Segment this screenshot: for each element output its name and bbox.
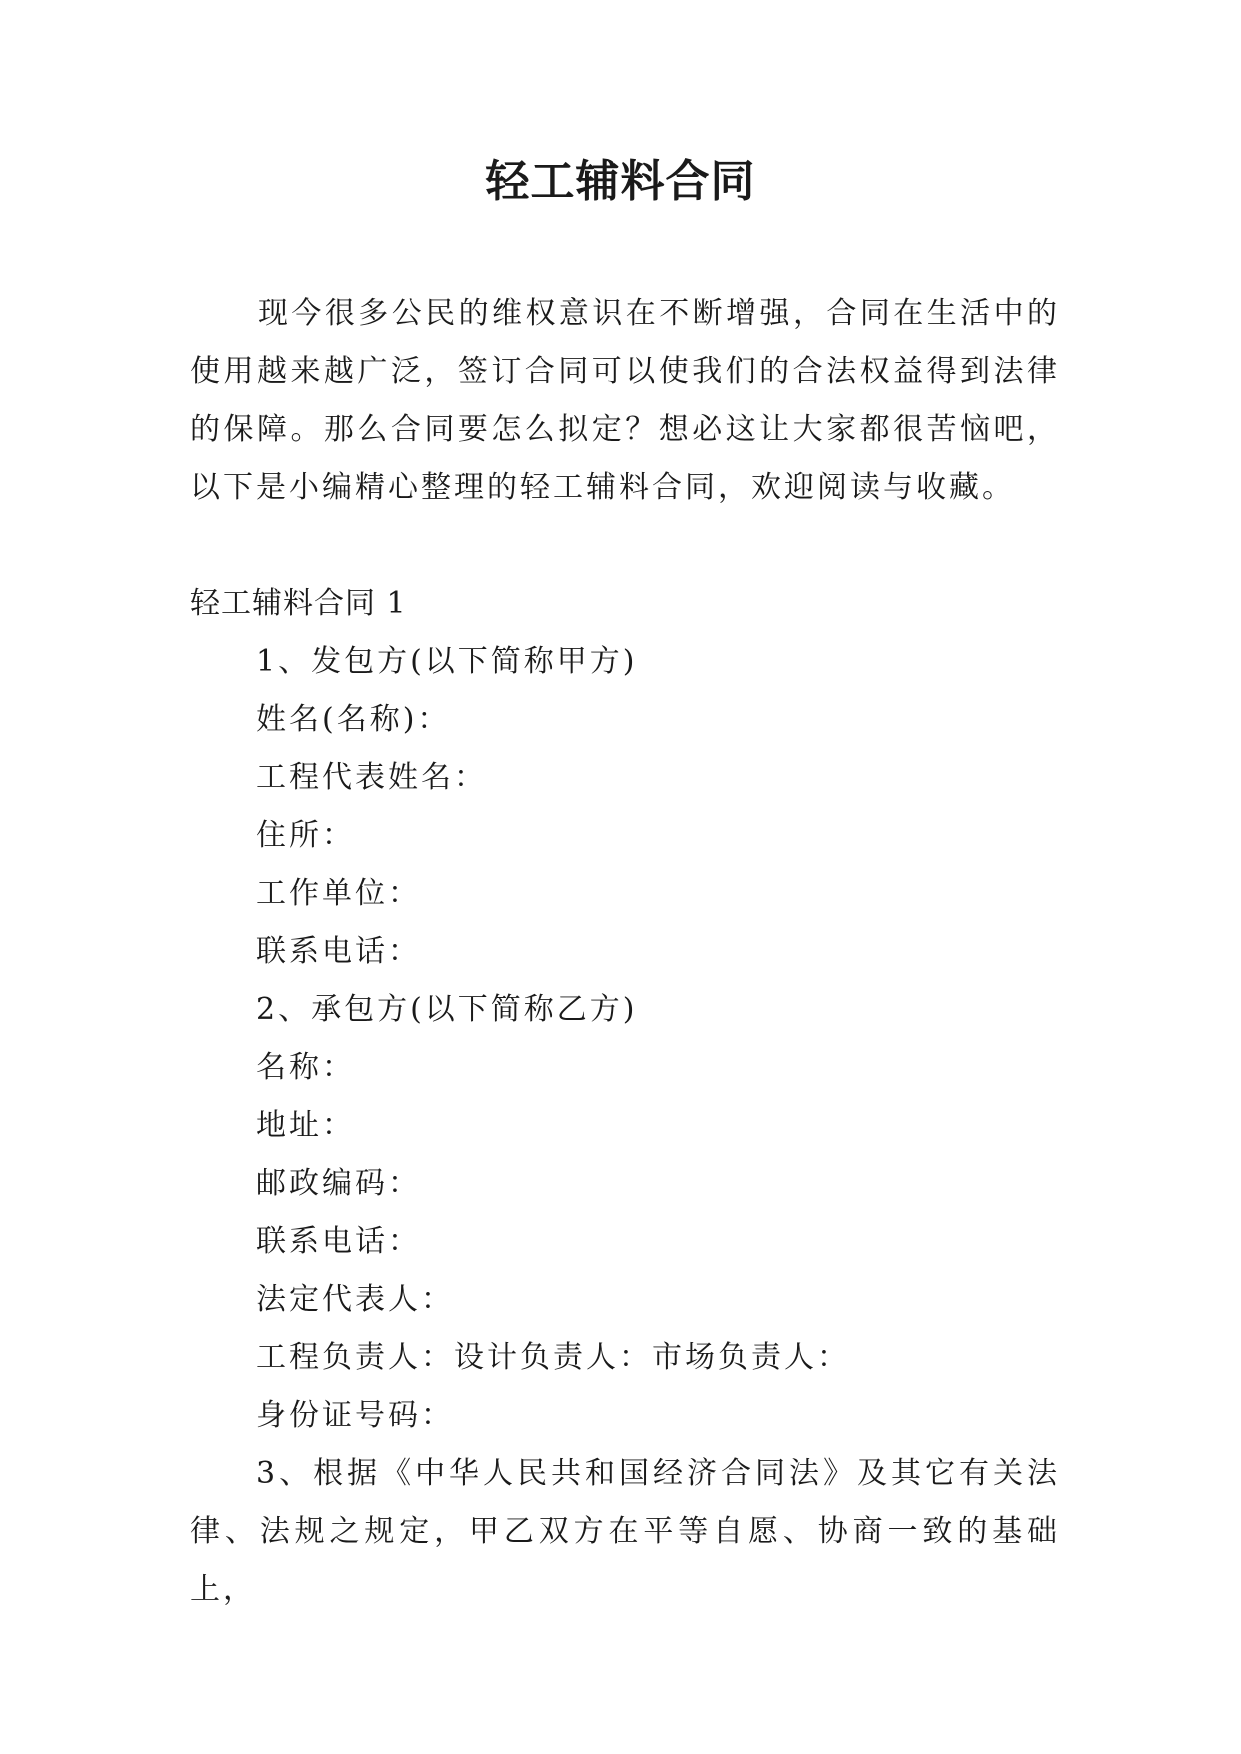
party-b-id-number-field: 身份证号码： <box>256 1398 454 1433</box>
contract-body <box>190 575 1060 1619</box>
party-b-managers-field: 工程负责人：设计负责人：市场负责人： <box>256 1340 850 1375</box>
party-b-phone-field: 联系电话： <box>256 1224 421 1259</box>
party-a-heading: 1、发包方(以下简称甲方) <box>256 644 638 679</box>
party-a-representative-field: 工程代表姓名： <box>256 760 487 795</box>
party-b-legal-rep-field: 法定代表人： <box>256 1282 454 1317</box>
party-b-name-field: 名称： <box>256 1050 355 1085</box>
document-title: 轻工辅料合同 <box>485 156 756 207</box>
party-a-phone-field: 联系电话： <box>256 934 421 969</box>
party-a-name-field: 姓名(名称)： <box>256 702 451 737</box>
party-a-employer-field: 工作单位： <box>256 876 421 911</box>
party-b-postcode-field: 邮政编码： <box>256 1166 421 1201</box>
intro-paragraph: 现今很多公民的维权意识在不断增强，合同在生活中的使用越来越广泛，签订合同可以使我们的合法权益得到法律的保障。那么合同要怎么拟定？想必这让大家都很苦恼吧，以下是小编精心整理的轻工辅料合同，欢迎阅读与收藏。 <box>190 296 1060 505</box>
section-heading: 轻工辅料合同 1 <box>190 586 407 621</box>
party-a-address-field: 住所： <box>256 818 355 853</box>
party-b-address-field: 地址： <box>256 1108 355 1143</box>
clause-3-paragraph: 3、根据《中华人民共和国经济合同法》及其它有关法律、法规之规定，甲乙双方在平等自愿、协商一致的基础上， <box>190 1456 1060 1607</box>
party-b-heading: 2、承包方(以下简称乙方) <box>256 992 638 1027</box>
